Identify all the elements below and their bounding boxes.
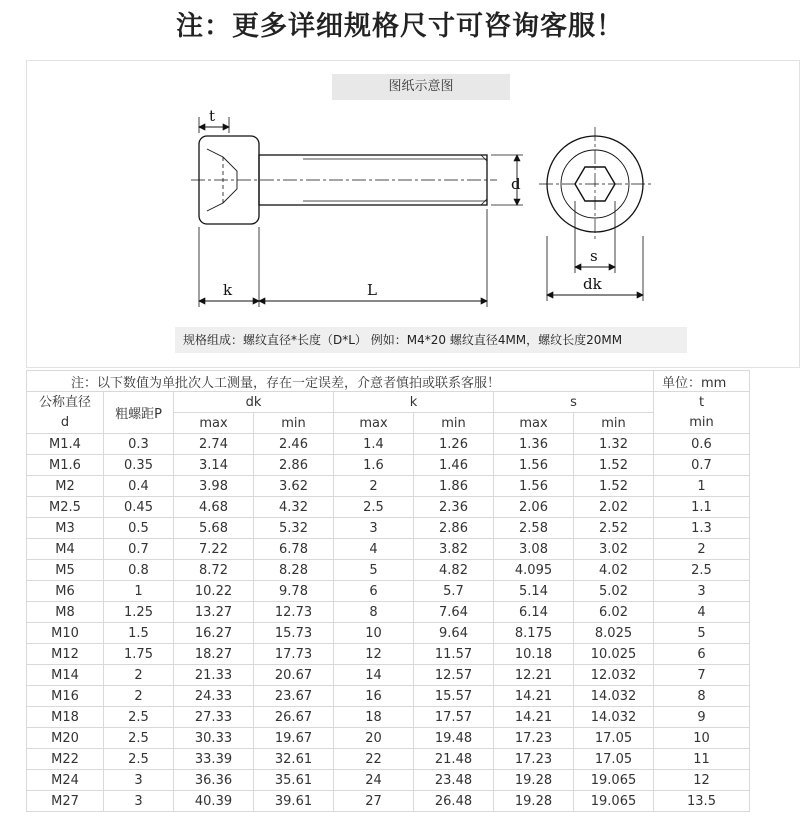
cell-k-min: 2.36 (414, 497, 494, 518)
cell-size: M27 (27, 791, 104, 812)
table-row (27, 665, 750, 686)
cell-dk-min: 39.61 (254, 791, 334, 812)
cell-t-min: 11 (654, 749, 750, 770)
dim-label-dk: dk (583, 275, 602, 293)
cell-k-max: 3 (334, 518, 414, 539)
cell-s-max: 6.14 (494, 602, 574, 623)
cell-pitch: 1.25 (104, 602, 174, 623)
header-s: s (494, 392, 654, 413)
cell-k-max: 5 (334, 560, 414, 581)
cell-dk-min: 23.67 (254, 686, 334, 707)
cell-dk-max: 18.27 (174, 644, 254, 665)
cell-s-min: 19.065 (574, 770, 654, 791)
cell-k-max: 8 (334, 602, 414, 623)
cell-size: M1.4 (27, 434, 104, 455)
cell-pitch: 3 (104, 791, 174, 812)
header-t-top: t (698, 394, 705, 410)
cell-s-min: 1.32 (574, 434, 654, 455)
cell-k-min: 12.57 (414, 665, 494, 686)
cell-k-max: 12 (334, 644, 414, 665)
cell-s-min: 10.025 (574, 644, 654, 665)
cell-k-min: 3.82 (414, 539, 494, 560)
cell-k-min: 15.57 (414, 686, 494, 707)
cell-k-min: 19.48 (414, 728, 494, 749)
header-k-min: min (414, 413, 494, 434)
cell-dk-min: 6.78 (254, 539, 334, 560)
cell-dk-max: 4.68 (174, 497, 254, 518)
cell-k-max: 2.5 (334, 497, 414, 518)
table-row (27, 476, 750, 497)
table-row (27, 623, 750, 644)
table-row (27, 602, 750, 623)
cell-s-min: 12.032 (574, 665, 654, 686)
cell-k-min: 11.57 (414, 644, 494, 665)
cell-s-min: 14.032 (574, 707, 654, 728)
cell-s-max: 17.23 (494, 728, 574, 749)
spec-table (26, 370, 750, 812)
cell-dk-max: 10.22 (174, 581, 254, 602)
cell-k-min: 4.82 (414, 560, 494, 581)
drawing-title: 图纸示意图 (332, 74, 510, 100)
cell-s-max: 10.18 (494, 644, 574, 665)
header-s-min: min (574, 413, 654, 434)
table-row (27, 770, 750, 791)
cell-s-max: 1.56 (494, 455, 574, 476)
cell-s-min: 17.05 (574, 749, 654, 770)
cell-dk-max: 24.33 (174, 686, 254, 707)
cell-pitch: 0.4 (104, 476, 174, 497)
cell-k-min: 23.48 (414, 770, 494, 791)
cell-k-min: 9.64 (414, 623, 494, 644)
cell-pitch: 1.5 (104, 623, 174, 644)
table-header-row (27, 392, 750, 413)
cell-dk-max: 3.14 (174, 455, 254, 476)
cell-t-min: 0.7 (654, 455, 750, 476)
cell-s-max: 3.08 (494, 539, 574, 560)
cell-t-min: 1.1 (654, 497, 750, 518)
cell-s-max: 12.21 (494, 665, 574, 686)
spec-table-body (27, 434, 750, 812)
cell-size: M5 (27, 560, 104, 581)
cell-t-min: 12 (654, 770, 750, 791)
cell-k-max: 2 (334, 476, 414, 497)
cell-t-min: 6 (654, 644, 750, 665)
cell-pitch: 2.5 (104, 728, 174, 749)
cell-size: M8 (27, 602, 104, 623)
cell-pitch: 0.7 (104, 539, 174, 560)
cell-s-min: 19.065 (574, 791, 654, 812)
cell-s-min: 2.02 (574, 497, 654, 518)
cell-dk-max: 7.22 (174, 539, 254, 560)
header-t (654, 392, 750, 434)
cell-dk-min: 3.62 (254, 476, 334, 497)
table-unit: 单位：mm (654, 371, 750, 392)
cell-t-min: 0.6 (654, 434, 750, 455)
dim-label-k: k (223, 281, 233, 299)
cell-k-max: 27 (334, 791, 414, 812)
table-row (27, 455, 750, 476)
table-row (27, 728, 750, 749)
cell-dk-min: 2.86 (254, 455, 334, 476)
cell-t-min: 8 (654, 686, 750, 707)
cell-dk-min: 2.46 (254, 434, 334, 455)
cell-dk-max: 27.33 (174, 707, 254, 728)
cell-size: M22 (27, 749, 104, 770)
cell-size: M24 (27, 770, 104, 791)
table-row (27, 791, 750, 812)
cell-k-max: 4 (334, 539, 414, 560)
table-row (27, 497, 750, 518)
cell-size: M12 (27, 644, 104, 665)
cell-k-max: 14 (334, 665, 414, 686)
cell-dk-min: 5.32 (254, 518, 334, 539)
cell-k-max: 24 (334, 770, 414, 791)
cell-k-max: 6 (334, 581, 414, 602)
cell-s-max: 19.28 (494, 791, 574, 812)
table-row (27, 518, 750, 539)
cell-dk-min: 20.67 (254, 665, 334, 686)
cell-pitch: 0.5 (104, 518, 174, 539)
page-headline: 注：更多详细规格尺寸可咨询客服！ (176, 11, 624, 42)
cell-t-min: 13.5 (654, 791, 750, 812)
cell-s-max: 5.14 (494, 581, 574, 602)
cell-s-max: 1.36 (494, 434, 574, 455)
cell-dk-max: 16.27 (174, 623, 254, 644)
cell-k-min: 1.86 (414, 476, 494, 497)
cell-pitch: 2.5 (104, 707, 174, 728)
cell-dk-min: 9.78 (254, 581, 334, 602)
header-t-bottom: min (689, 414, 714, 430)
cell-dk-max: 30.33 (174, 728, 254, 749)
cell-k-min: 5.7 (414, 581, 494, 602)
cell-k-max: 10 (334, 623, 414, 644)
spec-caption: 规格组成：螺纹直径*长度（D*L） 例如：M4*20 螺纹直径4MM，螺纹长度20MM (175, 327, 687, 353)
cell-k-max: 18 (334, 707, 414, 728)
table-row (27, 644, 750, 665)
cell-dk-min: 12.73 (254, 602, 334, 623)
table-row (27, 560, 750, 581)
cell-dk-max: 5.68 (174, 518, 254, 539)
cell-pitch: 0.3 (104, 434, 174, 455)
cell-s-min: 14.032 (574, 686, 654, 707)
screw-drawing (27, 61, 799, 367)
table-row (27, 434, 750, 455)
cell-s-max: 2.06 (494, 497, 574, 518)
cell-s-min: 1.52 (574, 455, 654, 476)
table-note-row (27, 371, 750, 392)
cell-size: M4 (27, 539, 104, 560)
cell-k-min: 1.46 (414, 455, 494, 476)
cell-dk-min: 4.32 (254, 497, 334, 518)
cell-dk-max: 8.72 (174, 560, 254, 581)
header-dk-max: max (174, 413, 254, 434)
dim-label-L: L (367, 281, 377, 299)
cell-t-min: 2.5 (654, 560, 750, 581)
cell-t-min: 3 (654, 581, 750, 602)
header-pitch: 粗螺距P (104, 392, 174, 434)
cell-dk-max: 33.39 (174, 749, 254, 770)
cell-s-max: 2.58 (494, 518, 574, 539)
table-row (27, 749, 750, 770)
header-s-max: max (494, 413, 574, 434)
dim-label-t: t (209, 107, 216, 125)
header-d (27, 392, 104, 434)
cell-k-max: 1.6 (334, 455, 414, 476)
cell-k-min: 7.64 (414, 602, 494, 623)
cell-s-max: 14.21 (494, 686, 574, 707)
header-k-max: max (334, 413, 414, 434)
cell-s-min: 2.52 (574, 518, 654, 539)
cell-k-max: 16 (334, 686, 414, 707)
cell-t-min: 1.3 (654, 518, 750, 539)
cell-pitch: 0.45 (104, 497, 174, 518)
cell-s-min: 6.02 (574, 602, 654, 623)
table-row (27, 707, 750, 728)
cell-size: M2 (27, 476, 104, 497)
cell-dk-min: 26.67 (254, 707, 334, 728)
cell-k-max: 1.4 (334, 434, 414, 455)
cell-s-min: 4.02 (574, 560, 654, 581)
cell-s-min: 1.52 (574, 476, 654, 497)
cell-size: M20 (27, 728, 104, 749)
cell-k-min: 1.26 (414, 434, 494, 455)
cell-pitch: 2 (104, 686, 174, 707)
table-row (27, 686, 750, 707)
cell-t-min: 7 (654, 665, 750, 686)
cell-s-min: 17.05 (574, 728, 654, 749)
cell-size: M18 (27, 707, 104, 728)
cell-size: M2.5 (27, 497, 104, 518)
cell-t-min: 5 (654, 623, 750, 644)
cell-dk-max: 21.33 (174, 665, 254, 686)
cell-dk-min: 15.73 (254, 623, 334, 644)
cell-pitch: 2.5 (104, 749, 174, 770)
cell-dk-min: 19.67 (254, 728, 334, 749)
table-row (27, 539, 750, 560)
cell-pitch: 0.8 (104, 560, 174, 581)
cell-k-max: 22 (334, 749, 414, 770)
cell-t-min: 1 (654, 476, 750, 497)
cell-s-min: 8.025 (574, 623, 654, 644)
cell-dk-min: 8.28 (254, 560, 334, 581)
cell-k-min: 26.48 (414, 791, 494, 812)
header-d-bottom: d (60, 414, 70, 430)
cell-dk-max: 2.74 (174, 434, 254, 455)
cell-pitch: 3 (104, 770, 174, 791)
cell-k-max: 20 (334, 728, 414, 749)
drawing-panel (26, 60, 800, 368)
dim-label-d: d (511, 175, 521, 193)
cell-pitch: 2 (104, 665, 174, 686)
cell-dk-min: 32.61 (254, 749, 334, 770)
cell-s-max: 4.095 (494, 560, 574, 581)
header-k: k (334, 392, 494, 413)
table-note: 注：以下数值为单批次人工测量，存在一定误差，介意者慎拍或联系客服！ (27, 371, 654, 392)
cell-dk-max: 13.27 (174, 602, 254, 623)
cell-size: M16 (27, 686, 104, 707)
header-dk-min: min (254, 413, 334, 434)
cell-dk-max: 36.36 (174, 770, 254, 791)
cell-pitch: 1 (104, 581, 174, 602)
cell-pitch: 0.35 (104, 455, 174, 476)
header-dk: dk (174, 392, 334, 413)
cell-t-min: 10 (654, 728, 750, 749)
dim-label-s: s (590, 247, 598, 265)
cell-dk-min: 17.73 (254, 644, 334, 665)
table-row (27, 581, 750, 602)
cell-pitch: 1.75 (104, 644, 174, 665)
cell-k-min: 2.86 (414, 518, 494, 539)
cell-size: M14 (27, 665, 104, 686)
cell-size: M3 (27, 518, 104, 539)
cell-s-max: 8.175 (494, 623, 574, 644)
cell-s-max: 17.23 (494, 749, 574, 770)
header-d-top: 公称直径 (38, 394, 91, 410)
cell-t-min: 9 (654, 707, 750, 728)
cell-size: M1.6 (27, 455, 104, 476)
cell-dk-max: 40.39 (174, 791, 254, 812)
cell-t-min: 4 (654, 602, 750, 623)
cell-dk-min: 35.61 (254, 770, 334, 791)
cell-k-min: 17.57 (414, 707, 494, 728)
cell-size: M10 (27, 623, 104, 644)
cell-s-min: 5.02 (574, 581, 654, 602)
cell-t-min: 2 (654, 539, 750, 560)
cell-s-min: 3.02 (574, 539, 654, 560)
cell-s-max: 1.56 (494, 476, 574, 497)
cell-k-min: 21.48 (414, 749, 494, 770)
cell-size: M6 (27, 581, 104, 602)
cell-dk-max: 3.98 (174, 476, 254, 497)
cell-s-max: 19.28 (494, 770, 574, 791)
cell-s-max: 14.21 (494, 707, 574, 728)
